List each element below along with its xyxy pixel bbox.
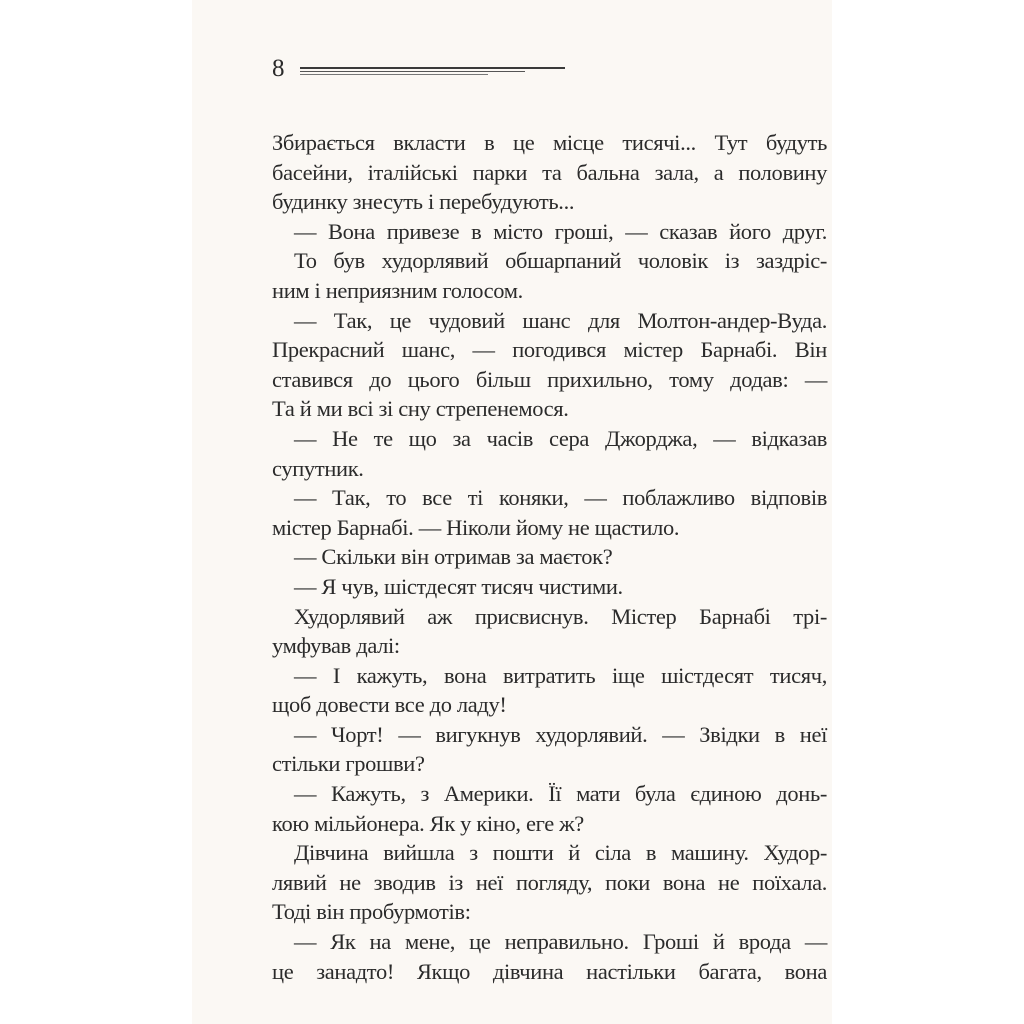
- text-line: — Кажуть, з Америки. Її мати була єдиною донь-: [294, 781, 827, 807]
- text-line: Збирається вкласти в це місце тисячі... Тут будуть: [272, 130, 827, 155]
- text-line: — Я чув, шістдесят тисяч чистими.: [294, 573, 623, 599]
- text-line: басейни, італійські парки та бальна зала, а половину: [272, 159, 827, 185]
- text-line: — Вона привезе в місто гроші, — сказав його друг.: [294, 218, 827, 244]
- text-line: супутник.: [272, 455, 364, 481]
- page-header: [272, 54, 572, 84]
- body-text: [272, 128, 827, 986]
- text-line: — І кажуть, вона витратить іще шістдесят тисяч,: [294, 662, 827, 688]
- text-line: Дівчина вийшла з пошти й сіла в машину. Худор-: [294, 840, 827, 866]
- text-line: містер Барнабі. — Ніколи йому не щастило.: [272, 514, 680, 540]
- text-line: — Так, то все ті коняки, — поблажливо відповів: [294, 485, 827, 511]
- text-line: кою мільйонера. Як у кіно, еге ж?: [272, 810, 584, 836]
- text-line: лявий не зводив із неї погляду, поки вона не поїхала.: [272, 869, 827, 895]
- text-line: ставився до цього більш прихильно, тому додав: —: [272, 366, 827, 392]
- page-number: 8: [272, 55, 285, 82]
- text-line: Худорлявий аж присвиснув. Містер Барнабі трі-: [294, 603, 827, 629]
- text-line: будинку знесуть і перебудують...: [272, 189, 575, 215]
- text-line: То був худорлявий обшарпаний чоловік із заздріс-: [294, 248, 827, 274]
- text-line: — Чорт! — вигукнув худорлявий. — Звідки в неї: [294, 721, 827, 747]
- text-line: — Не те що за часів сера Джорджа, — відказав: [294, 425, 827, 451]
- text-line: Прекрасний шанс, — погодився містер Барнабі. Він: [272, 337, 827, 363]
- text-line: стільки грошви?: [272, 751, 425, 777]
- text-line: — Так, це чудовий шанс для Молтон-андер-Вуда.: [294, 307, 827, 333]
- header-rule: [300, 74, 488, 75]
- text-line: Тоді він пробурмотів:: [272, 899, 471, 925]
- text-line: — Скільки він отримав за маєток?: [294, 544, 613, 570]
- text-line: Та й ми всі зі сну стрепенемося.: [272, 396, 569, 422]
- book-page: [192, 0, 832, 1024]
- text-line: — Як на мене, це неправильно. Гроші й врода —: [294, 929, 827, 955]
- text-line: умфував далі:: [272, 633, 400, 659]
- text-line: це занадто! Якщо дівчина настільки багата, вона: [272, 958, 827, 984]
- header-rule: [300, 67, 565, 69]
- text-line: щоб довести все до ладу!: [272, 692, 507, 718]
- header-rule: [300, 71, 525, 72]
- text-line: ним і неприязним голосом.: [272, 277, 523, 303]
